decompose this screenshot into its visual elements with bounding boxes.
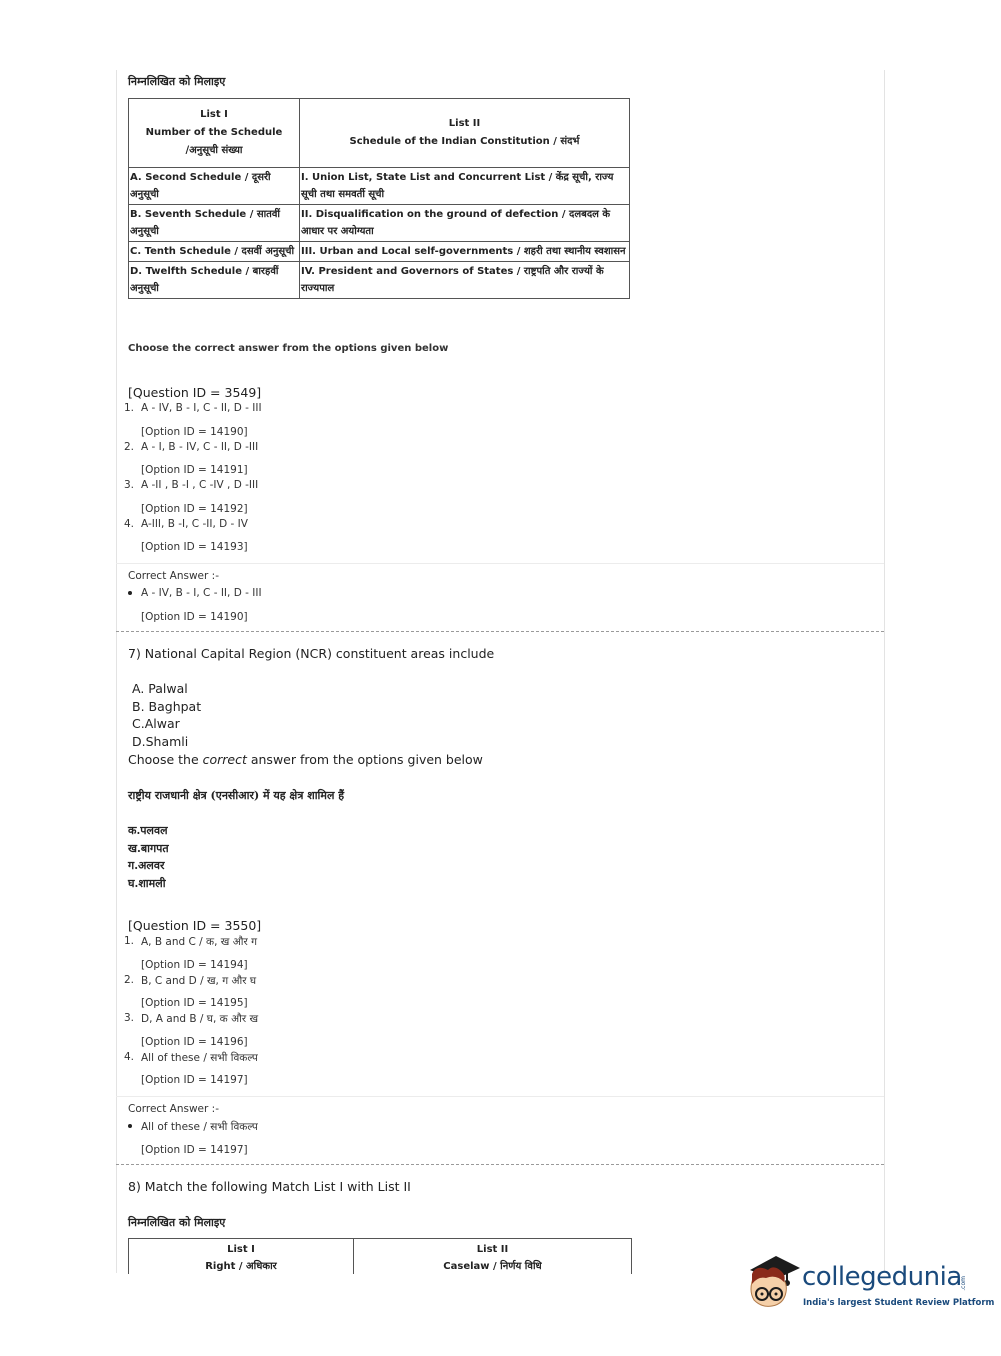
option-id: [Option ID = 14197] bbox=[141, 1074, 248, 1086]
brand-dotcom: .com bbox=[960, 1276, 967, 1291]
list-item: A. Palwal bbox=[132, 681, 188, 696]
option-text[interactable]: B, C and D / ख, ग और घ bbox=[141, 975, 257, 987]
left-margin-line bbox=[116, 70, 117, 1273]
match-table-partial bbox=[128, 1238, 632, 1279]
list1-title: List I bbox=[227, 1244, 255, 1255]
correct-option-id: [Option ID = 14197] bbox=[141, 1144, 248, 1156]
list2-title: List II bbox=[448, 118, 481, 129]
bullet-icon bbox=[128, 591, 132, 595]
brand-tagline: India's largest Student Review Platform bbox=[803, 1298, 995, 1308]
hindi-list-item: क.पलवल bbox=[128, 824, 168, 837]
list-item: C.Alwar bbox=[132, 716, 180, 731]
table-row bbox=[129, 262, 630, 299]
question-separator bbox=[116, 1164, 884, 1165]
option-id: [Option ID = 14191] bbox=[141, 464, 248, 476]
option-number: 4. bbox=[124, 518, 135, 530]
list-item: D.Shamli bbox=[132, 734, 189, 749]
correct-answer-label: Correct Answer :- bbox=[128, 570, 219, 582]
list1-title: List I bbox=[200, 109, 228, 120]
table-row bbox=[129, 205, 630, 242]
list1-subtitle: Right / अधिकार bbox=[205, 1261, 277, 1272]
match-heading-hindi: निम्नलिखित को मिलाइए bbox=[128, 1216, 226, 1229]
option-text[interactable]: A - I, B - IV, C - II, D -III bbox=[141, 441, 259, 453]
brand-name: collegedunia bbox=[802, 1262, 962, 1292]
list1-header bbox=[129, 99, 300, 168]
option-number: 1. bbox=[124, 402, 135, 414]
option-text[interactable]: A -II , B -I , C -IV , D -III bbox=[141, 479, 259, 491]
list1-subtitle-hindi: /अनुसूची संख्या bbox=[185, 145, 243, 156]
option-text[interactable]: A-III, B -I, C -II, D - IV bbox=[141, 518, 248, 530]
instruction-text bbox=[128, 752, 483, 767]
list2-cell: I. Union List, State List and Concurrent List / केंद्र सूची, राज्य सूची तथा समवर्ती सूची bbox=[300, 168, 630, 205]
list1-cell: B. Seventh Schedule / सातवीं अनुसूची bbox=[129, 205, 300, 242]
list1-subtitle: Number of the Schedule bbox=[145, 127, 283, 138]
hindi-list-item: ख.बागपत bbox=[128, 842, 169, 855]
correct-answer-text: A - IV, B - I, C - II, D - III bbox=[141, 587, 262, 599]
hindi-list-item: घ.शामली bbox=[128, 877, 166, 890]
list2-cell: III. Urban and Local self-governments / शहरी तथा स्थानीय स्वशासन bbox=[300, 242, 630, 262]
instruction-part: answer from the options given below bbox=[246, 752, 483, 767]
option-number: 3. bbox=[124, 1012, 135, 1024]
bullet-icon bbox=[128, 1124, 132, 1128]
option-text[interactable]: A - IV, B - I, C - II, D - III bbox=[141, 402, 262, 414]
option-number: 2. bbox=[124, 974, 135, 986]
list1-cell: A. Second Schedule / दूसरी अनुसूची bbox=[129, 168, 300, 205]
list2-subtitle: Caselaw / निर्णय विधि bbox=[443, 1261, 542, 1272]
list2-subtitle: Schedule of the Indian Constitution / संदर्भ bbox=[349, 136, 580, 147]
option-text[interactable]: All of these / सभी विकल्प bbox=[141, 1052, 258, 1064]
list2-cell: II. Disqualification on the ground of defection / दलबदल के आधार पर अयोग्यता bbox=[300, 205, 630, 242]
list2-cell: IV. President and Governors of States / राष्ट्रपति और राज्यों के राज्यपाल bbox=[300, 262, 630, 299]
list2-header bbox=[300, 99, 630, 168]
match-heading-hindi: निम्नलिखित को मिलाइए bbox=[128, 75, 226, 88]
match-table bbox=[128, 98, 630, 299]
question-separator bbox=[116, 631, 884, 632]
option-number: 2. bbox=[124, 441, 135, 453]
option-id: [Option ID = 14190] bbox=[141, 426, 248, 438]
correct-option-id: [Option ID = 14190] bbox=[141, 611, 248, 623]
instruction-part: Choose the bbox=[128, 752, 203, 767]
list1-cell: C. Tenth Schedule / दसवीं अनुसूची bbox=[129, 242, 300, 262]
instruction-emphasis: correct bbox=[202, 752, 247, 767]
option-id: [Option ID = 14192] bbox=[141, 503, 248, 515]
section-divider bbox=[116, 1096, 884, 1097]
option-id: [Option ID = 14193] bbox=[141, 541, 248, 553]
question-hindi: राष्ट्रीय राजधानी क्षेत्र (एनसीआर) में यह क्षेत्र शामिल हैं bbox=[128, 789, 345, 802]
option-text[interactable]: D, A and B / घ, क और ख bbox=[141, 1013, 259, 1025]
option-id: [Option ID = 14195] bbox=[141, 997, 248, 1009]
right-margin-line bbox=[884, 70, 885, 1273]
list1-cell: D. Twelfth Schedule / बारहवीं अनुसूची bbox=[129, 262, 300, 299]
option-number: 3. bbox=[124, 479, 135, 491]
list-item: B. Baghpat bbox=[132, 699, 202, 714]
question-id: [Question ID = 3550] bbox=[128, 918, 262, 933]
question-id: [Question ID = 3549] bbox=[128, 385, 262, 400]
correct-answer-text: All of these / सभी विकल्प bbox=[141, 1121, 258, 1133]
section-divider bbox=[116, 563, 884, 564]
option-text[interactable]: A, B and C / क, ख और ग bbox=[141, 936, 257, 948]
table-row bbox=[129, 168, 630, 205]
hindi-list-item: ग.अलवर bbox=[128, 859, 165, 872]
option-number: 4. bbox=[124, 1051, 135, 1063]
question-title: 7) National Capital Region (NCR) constituent areas include bbox=[128, 646, 495, 661]
instruction-text: Choose the correct answer from the options given below bbox=[128, 343, 449, 354]
correct-answer-label: Correct Answer :- bbox=[128, 1103, 219, 1115]
table-row bbox=[129, 242, 630, 262]
list2-title: List II bbox=[476, 1244, 509, 1255]
option-id: [Option ID = 14194] bbox=[141, 959, 248, 971]
question-title: 8) Match the following Match List I with List II bbox=[128, 1179, 411, 1194]
mascot-logo-icon bbox=[742, 1250, 804, 1312]
option-number: 1. bbox=[124, 935, 135, 947]
option-id: [Option ID = 14196] bbox=[141, 1036, 248, 1048]
